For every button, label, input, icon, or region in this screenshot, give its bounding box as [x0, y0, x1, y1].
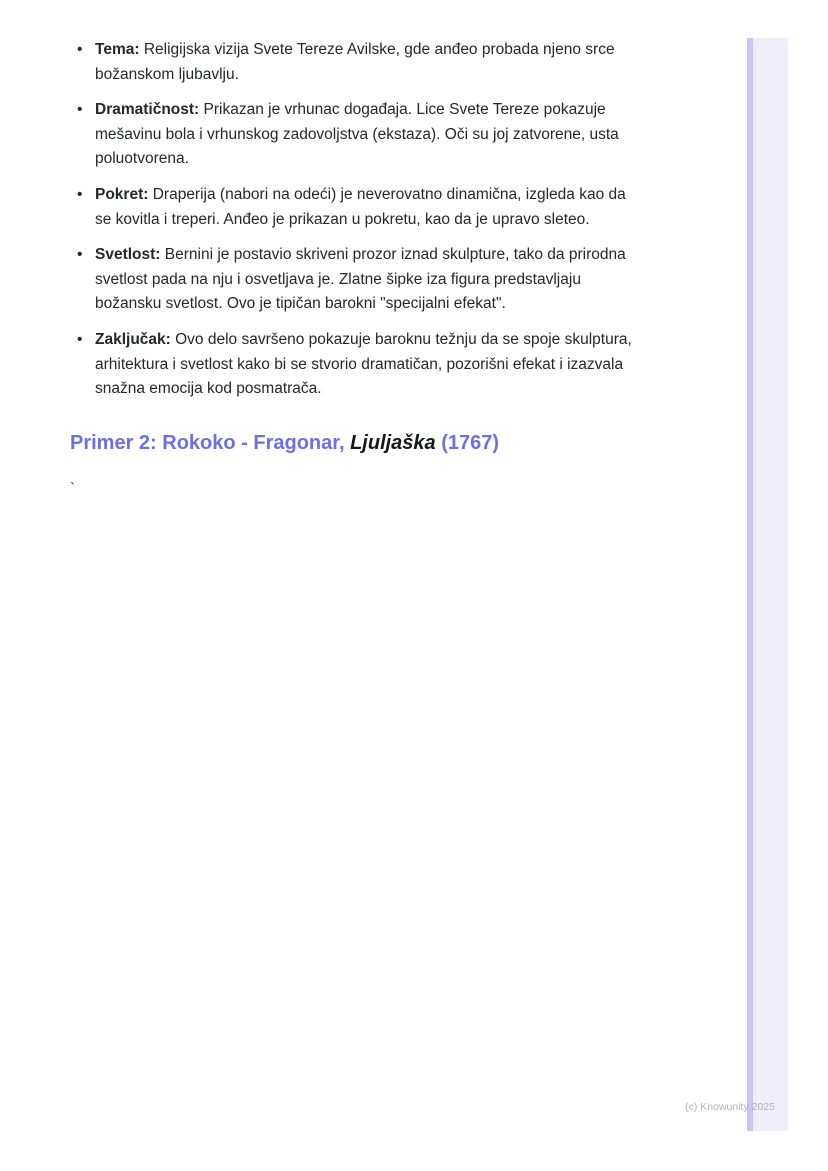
list-item-body: Ovo delo savršeno pokazuje baroknu težnju da se spoje skulptura, arhitektura i svetlost kako bi se stvorio dramatičan, pozorišni efekat i izazvala snažna emocija kod posmatrača. — [95, 330, 632, 398]
list-item-text — [95, 243, 636, 317]
list-item-body: Draperija (nabori na odeći) je neverovatno dinamična, izgleda kao da se kovitla i treperi. Anđeo je prikazan u pokretu, kao da je upravo sleteo. — [95, 185, 626, 228]
bullet-marker: • — [77, 330, 83, 348]
list-item-body: Bernini je postavio skriveni prozor iznad skulpture, tako da prirodna svetlost pada na nju i osvetljava je. Zlatne šipke iza figura predstavljaju božansku svetlost. Ovo je tipičan barokni "specijalni efekat". — [95, 246, 626, 313]
page-side-highlight-bar — [747, 38, 788, 1131]
bullet-marker: • — [77, 185, 83, 203]
section-heading-primer-2 — [70, 430, 636, 456]
list-item-text — [95, 98, 636, 172]
section-heading-prefix: Primer 2: Rokoko - Fragonar, — [70, 431, 351, 454]
list-item-label: Zaključak: — [95, 330, 171, 348]
footer-copyright: (c) Knowunity 2025 — [685, 1101, 775, 1113]
list-item — [70, 183, 636, 232]
list-item-body: Religijska vizija Svete Tereze Avilske, gde anđeo probada njeno srce božanskom ljubavlju. — [95, 41, 615, 83]
bullet-marker: • — [77, 246, 83, 264]
list-item — [70, 98, 636, 172]
list-item-text — [95, 38, 636, 87]
list-item — [70, 328, 636, 402]
list-item-label: Pokret: — [95, 185, 149, 203]
artwork-title: Ljuljaška — [350, 431, 436, 454]
stray-backtick-text: ` — [70, 480, 76, 498]
section-heading-suffix: (1767) — [435, 431, 500, 454]
list-item-label: Svetlost: — [95, 246, 161, 264]
list-item-body: Prikazan je vrhunac događaja. Lice Svete Tereze pokazuje mešavinu bola i vrhunskog zadovoljstva (ekstaza). Oči su joj zatvorene, usta poluotvorena. — [95, 101, 619, 168]
bullet-marker: • — [77, 101, 83, 119]
list-item-text — [95, 183, 636, 232]
list-item-label: Tema: — [95, 41, 140, 58]
analysis-bullet-list — [70, 38, 636, 402]
list-item-text — [95, 328, 636, 402]
list-item — [70, 243, 636, 317]
bullet-marker: • — [77, 41, 83, 58]
list-item — [70, 38, 636, 87]
document-content — [70, 38, 636, 502]
list-item-label: Dramatičnost: — [95, 101, 200, 119]
